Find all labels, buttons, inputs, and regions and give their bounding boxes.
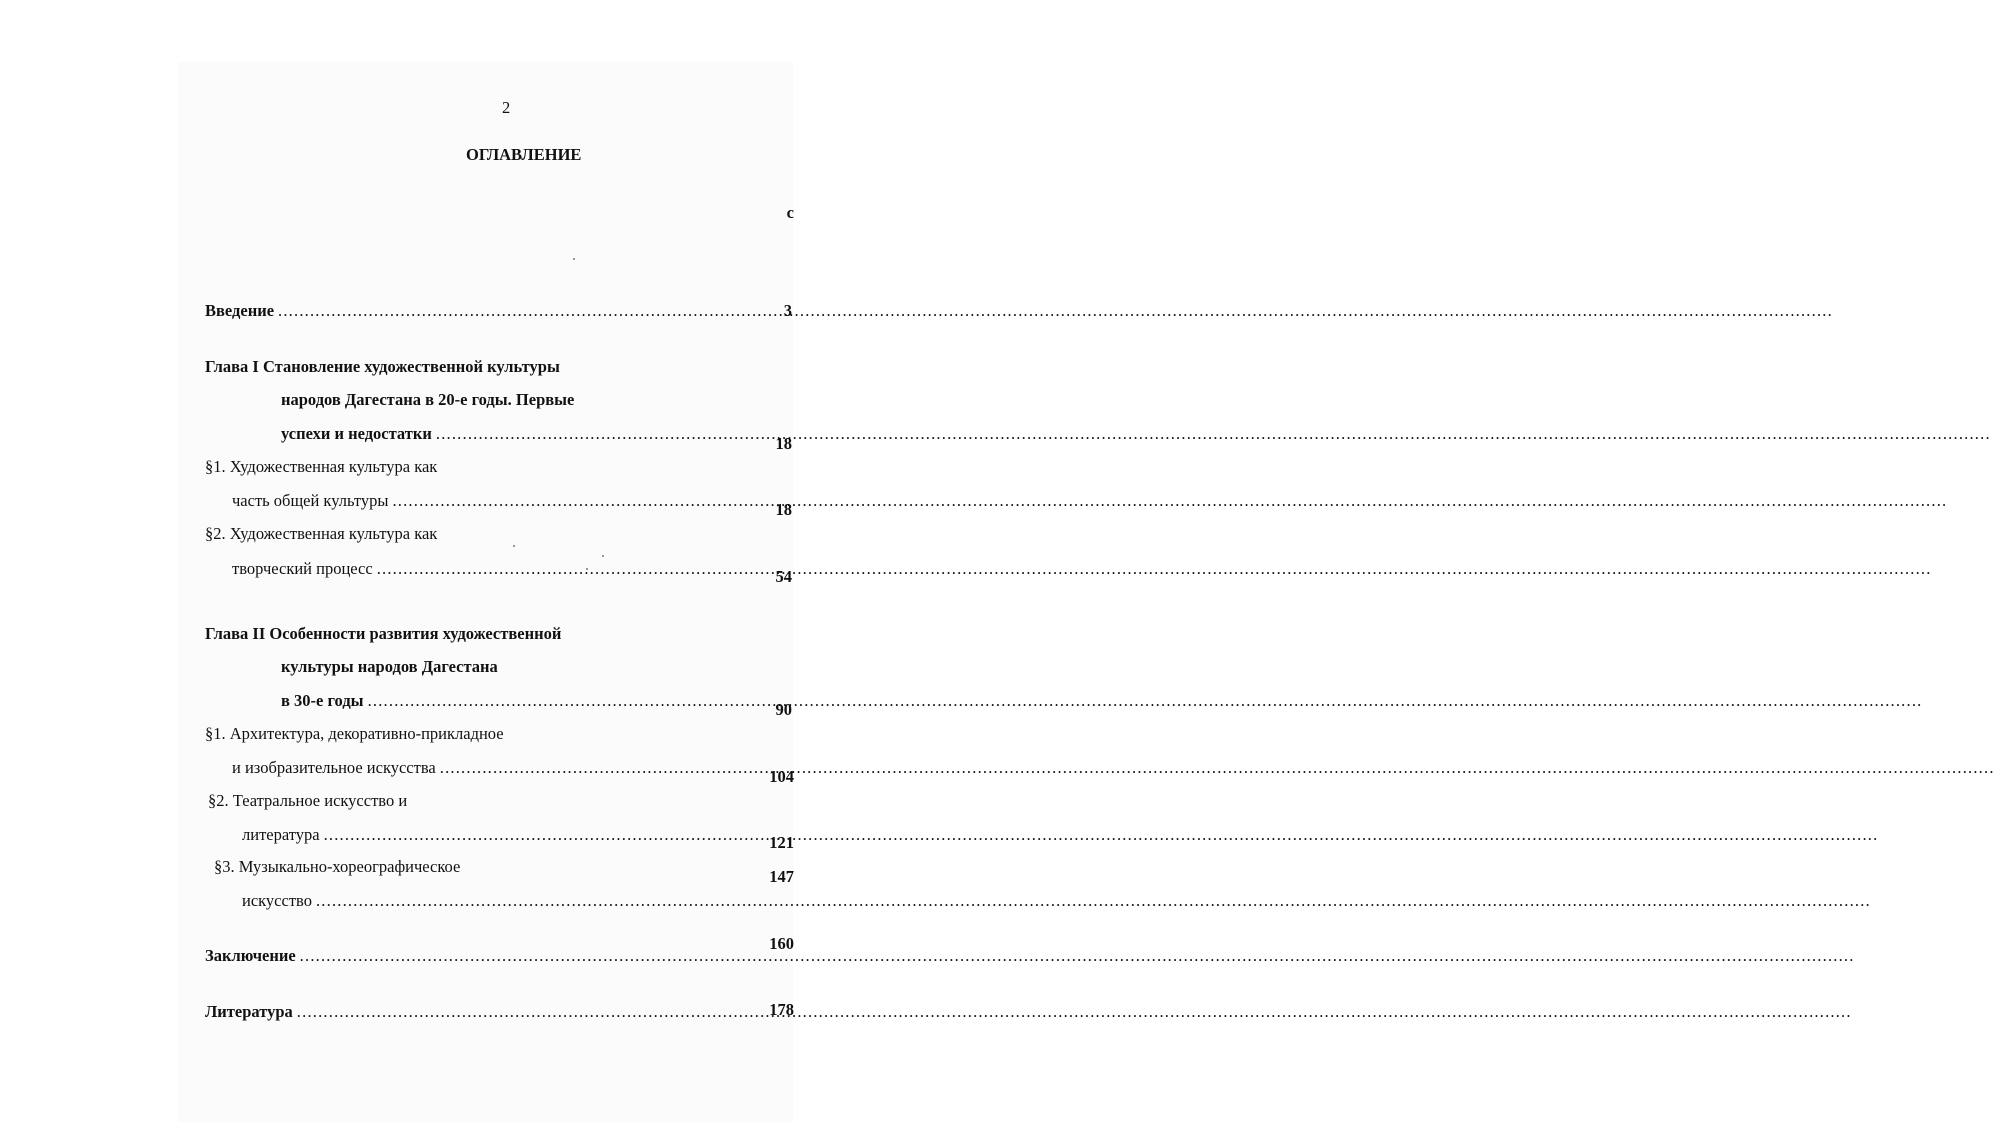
toc-entry-label: литература — [242, 825, 320, 844]
leader-dots — [278, 301, 1833, 321]
toc-ch1-section-1-line1[interactable]: §1. Художественная культура как — [205, 457, 438, 476]
scan-speck — [602, 555, 604, 557]
toc-page-ch1-section-1: 18 — [775, 500, 792, 519]
toc-entry-label: успехи и недостатки — [281, 424, 432, 443]
toc-title: ОГЛАВЛЕНИЕ — [466, 145, 582, 164]
leader-dots — [377, 559, 1932, 579]
toc-chapter-2-line1[interactable]: Глава II Особенности развития художественной — [205, 624, 562, 643]
leader-dots — [316, 891, 1871, 911]
toc-ch2-section-2-line1[interactable]: §2. Театральное искусство и — [208, 791, 408, 810]
toc-entry-conclusion[interactable] — [205, 946, 695, 966]
leader-dots — [436, 424, 1991, 444]
document-page — [0, 0, 793, 1122]
toc-page-ch1-section-2: 54 — [775, 567, 792, 586]
scan-margin — [0, 0, 178, 1122]
page-column-label: с — [786, 203, 794, 222]
toc-entry-literature[interactable] — [205, 1002, 695, 1022]
toc-page-ch2-section-3: 147 — [769, 867, 794, 886]
toc-ch2-section-1-line2[interactable] — [232, 758, 698, 778]
scan-speck — [573, 258, 575, 260]
toc-page-intro: 3 — [783, 301, 792, 320]
page-number: 2 — [502, 98, 511, 117]
toc-page-chapter-2: 90 — [775, 700, 792, 719]
toc-ch2-section-3-line2[interactable] — [242, 891, 695, 911]
toc-entry-label: часть общей культуры — [232, 491, 389, 510]
leader-dots — [440, 758, 1995, 778]
toc-entry-label: Введение — [205, 301, 275, 320]
toc-entry-label: Литература — [205, 1002, 293, 1021]
toc-entry-intro[interactable] — [205, 301, 695, 321]
toc-chapter-1-line2[interactable]: народов Дагестана в 20-е годы. Первые — [281, 390, 575, 409]
leader-dots — [392, 491, 1947, 511]
toc-chapter-2-line3[interactable] — [281, 691, 695, 711]
toc-ch1-section-1-line2[interactable] — [232, 491, 695, 511]
toc-ch2-section-1-line1[interactable]: §1. Архитектура, декоративно-прикладное — [205, 724, 504, 743]
toc-page-conclusion: 160 — [769, 934, 794, 953]
toc-ch2-section-3-line1[interactable]: §3. Музыкально-хореографическое — [214, 857, 461, 876]
leader-dots — [324, 825, 1879, 845]
toc-entry-label: искусство — [242, 891, 312, 910]
toc-page-literature: 178 — [769, 1000, 794, 1019]
toc-chapter-2-line2[interactable]: культуры народов Дагестана — [281, 657, 498, 676]
toc-entry-label: творческий процесс — [232, 559, 373, 578]
toc-chapter-1-line3[interactable] — [281, 424, 695, 444]
scan-speck — [586, 568, 588, 570]
toc-ch1-section-2-line2[interactable] — [232, 559, 695, 579]
toc-chapter-1-line1[interactable]: Глава I Становление художественной культуры — [205, 357, 560, 376]
leader-dots — [297, 1002, 1852, 1022]
toc-entry-label: и изобразительное искусства — [232, 758, 436, 777]
toc-page-ch2-section-2: 121 — [769, 833, 794, 852]
toc-entry-label: Заключение — [205, 946, 296, 965]
scan-speck — [513, 545, 515, 547]
toc-ch2-section-2-line2[interactable] — [242, 825, 698, 845]
leader-dots — [368, 691, 1923, 711]
toc-entry-label: в 30-е годы — [281, 691, 364, 710]
leader-dots — [300, 946, 1855, 966]
toc-ch1-section-2-line1[interactable]: §2. Художественная культура как — [205, 524, 438, 543]
toc-page-chapter-1: 18 — [775, 434, 792, 453]
toc-page-ch2-section-1: 104 — [769, 767, 794, 786]
